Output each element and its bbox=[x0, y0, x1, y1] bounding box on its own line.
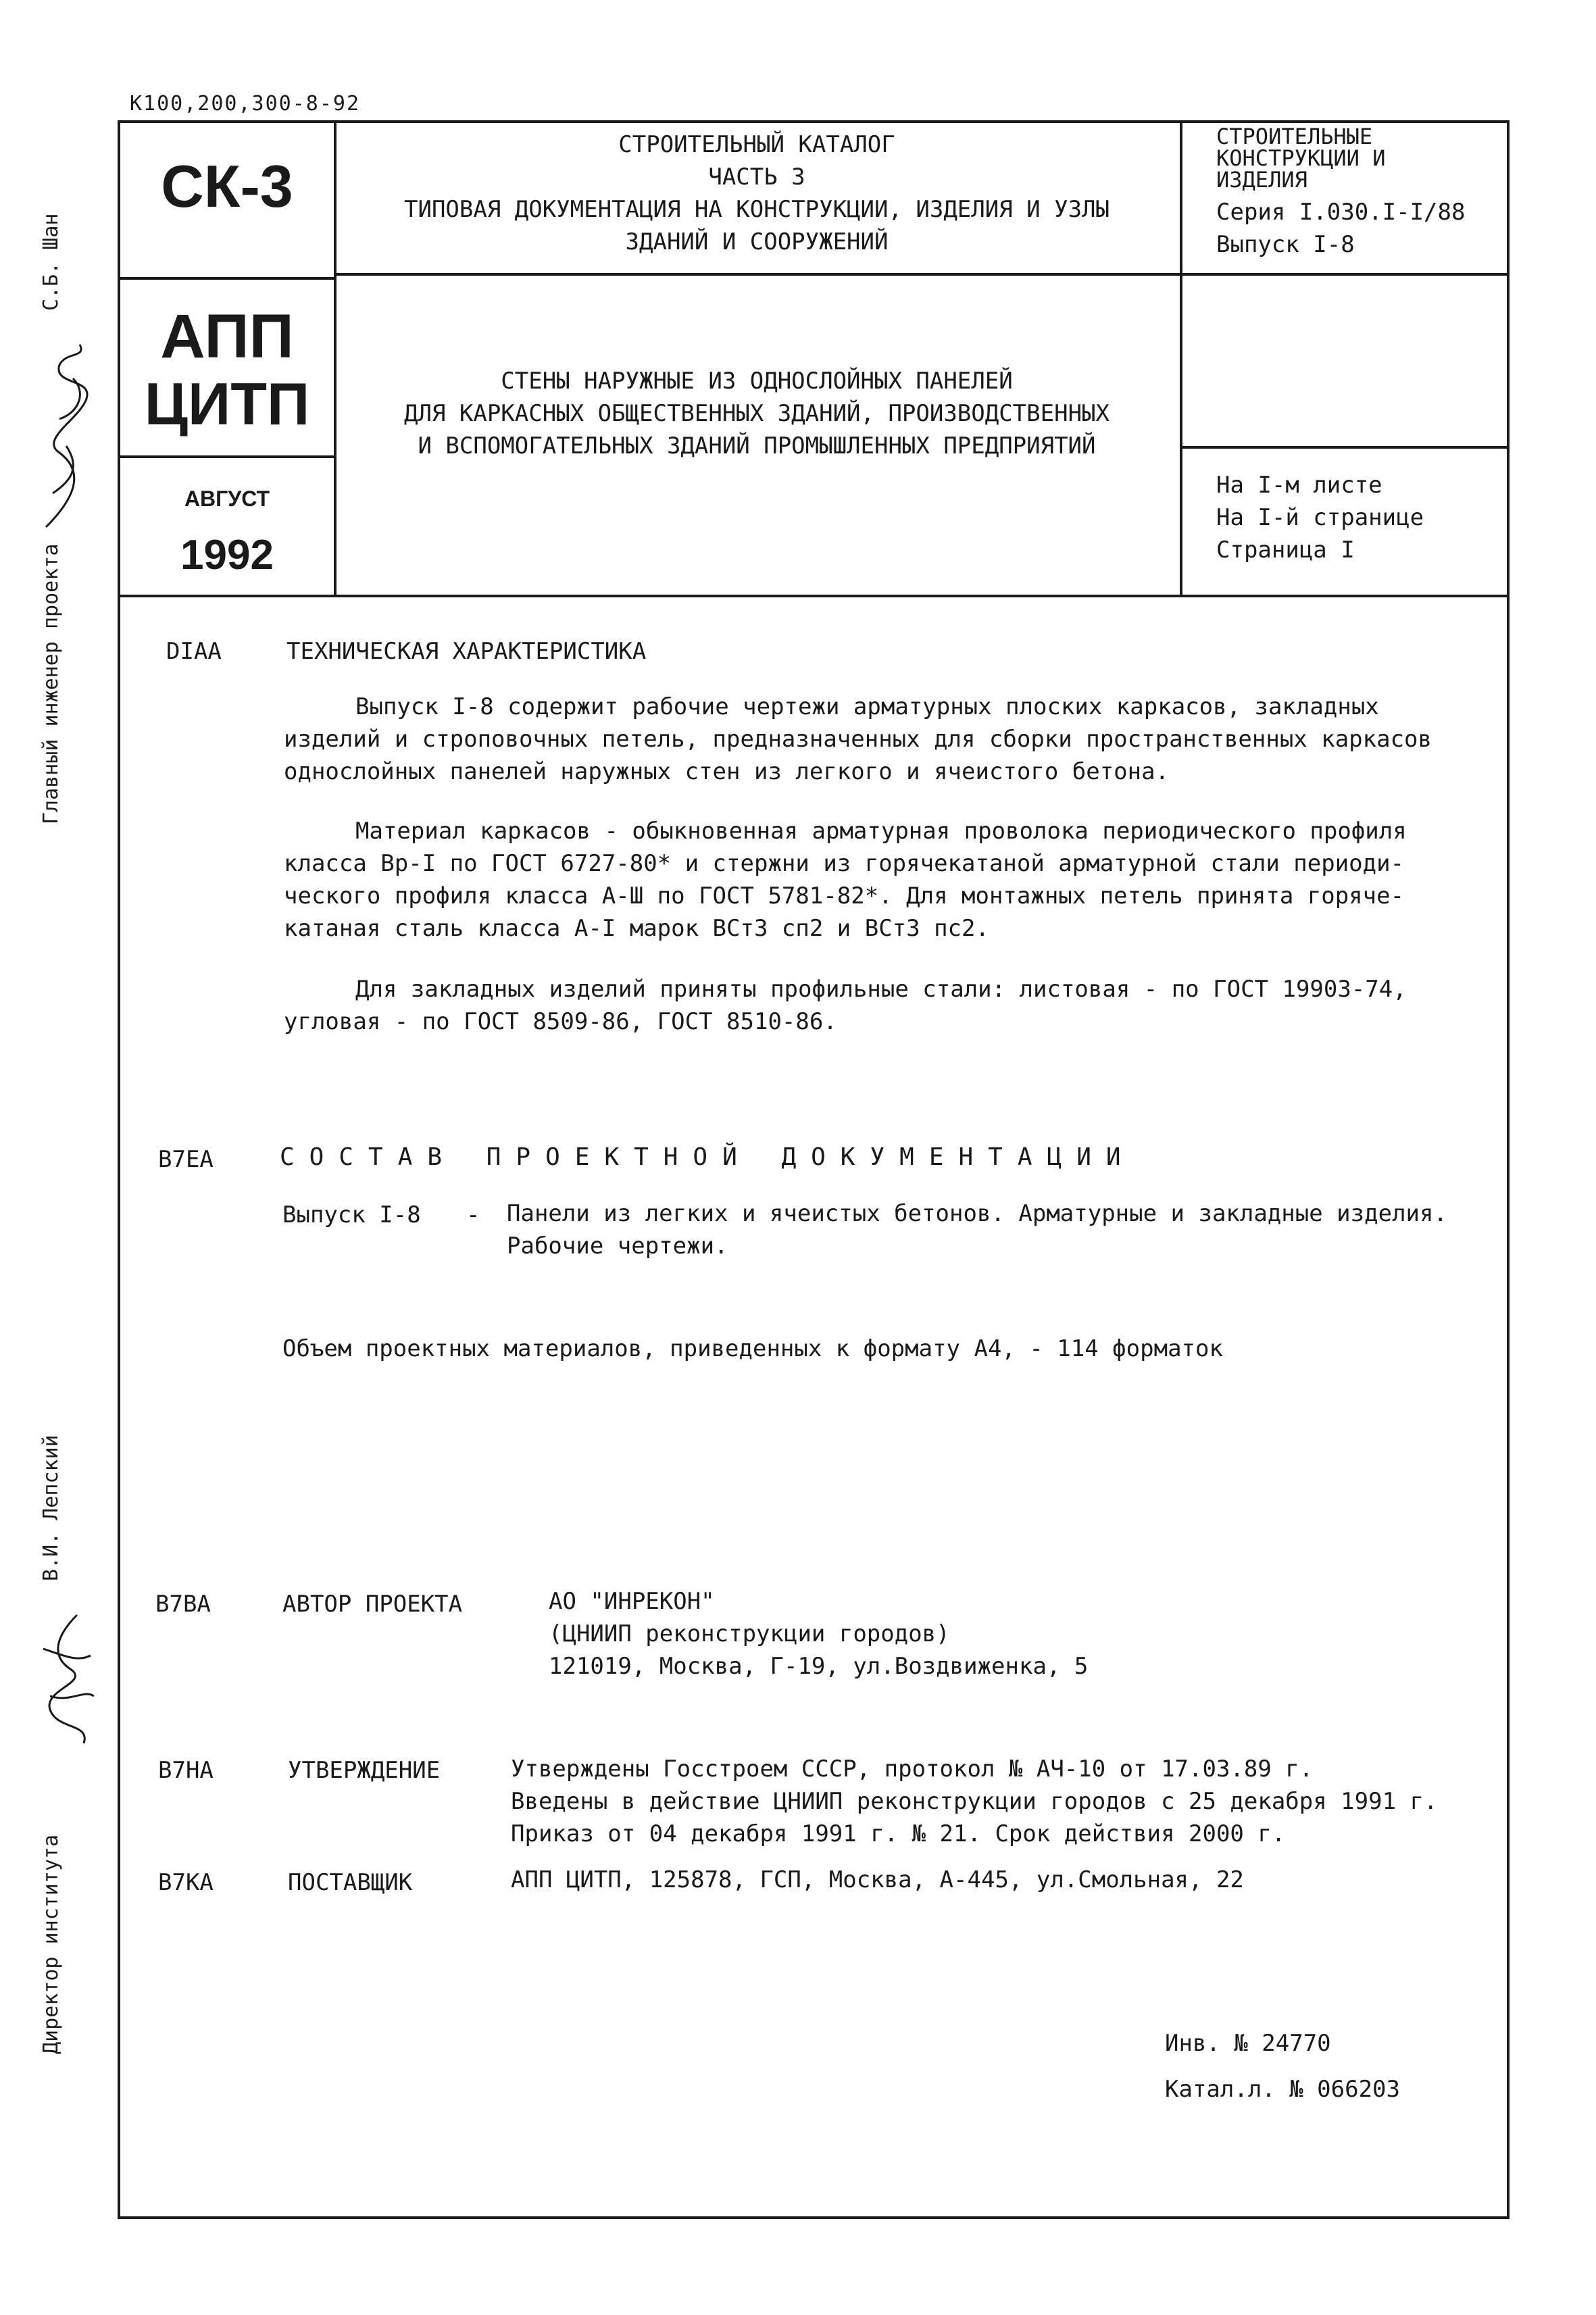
para-line: катаная сталь класса А-I марок ВСт3 сп2 и ВСт3 пс2. bbox=[284, 915, 989, 942]
catalog-header-line: ТИПОВАЯ ДОКУМЕНТАЦИЯ НА КОНСТРУКЦИИ, ИЗДЕЛИЯ И УЗЛЫ bbox=[404, 196, 1109, 223]
author-line: 121019, Москва, Г-19, ул.Воздвиженка, 5 bbox=[549, 1653, 1089, 1680]
para-line: Материал каркасов - обыкновенная арматурная проволока периодического профиля bbox=[355, 818, 1407, 845]
para-line: угловая - по ГОСТ 8509-86, ГОСТ 8510-86. bbox=[284, 1008, 837, 1035]
para-line: Для закладных изделий приняты профильные стали: листовая - по ГОСТ 19903-74, bbox=[355, 976, 1407, 1003]
composition-issue-description bbox=[507, 1197, 1493, 1262]
series-box bbox=[1216, 126, 1500, 191]
subject-line: И ВСПОМОГАТЕЛЬНЫХ ЗДАНИЙ ПРОМЫШЛЕННЫХ ПРЕДПРИЯТИЙ bbox=[418, 432, 1096, 459]
header-left-divider bbox=[334, 120, 336, 596]
subject-line: ДЛЯ КАРКАСНЫХ ОБЩЕСТВЕННЫХ ЗДАНИЙ, ПРОИЗВОДСТВЕННЫХ bbox=[404, 400, 1109, 427]
catalog-sheet-number: Катал.л. № 066203 bbox=[1165, 2076, 1400, 2103]
chief-engineer-name: С.Б. Шан bbox=[39, 213, 63, 311]
tech-section-code: DIAA bbox=[166, 638, 222, 665]
sheet-info-line: На I-й странице bbox=[1216, 504, 1424, 531]
author-label: АВТОР ПРОЕКТА bbox=[282, 1591, 463, 1618]
issue-desc-line: Панели из легких и ячеистых бетонов. Арматурные и закладные изделия. bbox=[507, 1200, 1447, 1227]
para-line: ческого профиля класса А-Ш по ГОСТ 5781-82*. Для монтажных петель принята горяче- bbox=[284, 882, 1405, 910]
issue-year: 1992 bbox=[180, 532, 274, 578]
center-box-rule bbox=[334, 273, 1510, 276]
document-code: К100,200,300-8-92 bbox=[130, 92, 361, 116]
catalog-title: СК-3 bbox=[161, 153, 293, 220]
left-box-rule-2 bbox=[118, 455, 336, 458]
tech-paragraph-2 bbox=[284, 815, 1596, 945]
catalog-header bbox=[365, 128, 1149, 258]
header-right-divider bbox=[1180, 120, 1182, 596]
supplier-label: ПОСТАВЩИК bbox=[288, 1869, 413, 1896]
author-code: B7BA bbox=[155, 1591, 211, 1618]
header-bottom-rule bbox=[118, 595, 1510, 597]
tech-section-title: ТЕХНИЧЕСКАЯ ХАРАКТЕРИСТИКА bbox=[286, 638, 647, 665]
series-number: Серия I.030.I-I/88 bbox=[1216, 199, 1466, 226]
series-category-line: ИЗДЕЛИЯ bbox=[1216, 167, 1307, 193]
supplier-details: АПП ЦИТП, 125878, ГСП, Москва, А-445, ул.Смольная, 22 bbox=[511, 1866, 1244, 1893]
subject-title bbox=[365, 365, 1149, 462]
inventory-number: Инв. № 24770 bbox=[1165, 2030, 1331, 2057]
director-signature bbox=[30, 1608, 104, 1764]
para-line: класса Вр-I по ГОСТ 6727-80* и стержни из горячекатаной арматурной стали периоди- bbox=[284, 850, 1405, 877]
author-line: (ЦНИИП реконструкции городов) bbox=[549, 1620, 950, 1647]
tech-paragraph-1 bbox=[284, 691, 1596, 788]
series-category-line: КОНСТРУКЦИИ И bbox=[1216, 145, 1386, 171]
approval-line: Введены в действие ЦНИИП реконструкции городов с 25 декабря 1991 г. bbox=[511, 1788, 1438, 1815]
approval-code: B7HA bbox=[158, 1757, 214, 1784]
supplier-code: B7KA bbox=[158, 1869, 214, 1896]
org-name-line2: ЦИТП bbox=[144, 370, 310, 437]
series-category-line: СТРОИТЕЛЬНЫЕ bbox=[1216, 124, 1373, 149]
series-issue: Выпуск I-8 bbox=[1216, 231, 1355, 258]
series-number-box bbox=[1216, 196, 1500, 261]
catalog-header-line: ЗДАНИЙ И СООРУЖЕНИЙ bbox=[625, 228, 889, 255]
approval-label: УТВЕРЖДЕНИЕ bbox=[288, 1757, 441, 1784]
right-box-rule bbox=[1180, 446, 1510, 449]
org-name-line1: АПП bbox=[160, 302, 294, 371]
composition-section-title: СОСТАВ ПРОЕКТНОЙ ДОКУМЕНТАЦИИ bbox=[280, 1143, 1136, 1171]
sheet-info-line: Страница I bbox=[1216, 537, 1355, 564]
issue-month: АВГУСТ bbox=[184, 487, 270, 511]
director-name: В.И. Лепский bbox=[39, 1435, 63, 1581]
composition-section-code: B7EA bbox=[158, 1146, 214, 1173]
chief-engineer-signature bbox=[32, 338, 100, 541]
composition-dash: - bbox=[466, 1201, 480, 1228]
issue-desc-line: Рабочие чертежи. bbox=[507, 1233, 728, 1260]
chief-engineer-label: Главный инженер проекта bbox=[39, 543, 63, 824]
para-line: Выпуск I-8 содержит рабочие чертежи арматурных плоских каркасов, закладных bbox=[355, 693, 1379, 720]
para-line: изделий и строповочных петель, предназначенных для сборки пространственных каркасов bbox=[284, 726, 1432, 753]
sheet-info-line: На I-м листе bbox=[1216, 472, 1382, 499]
catalog-header-line: ЧАСТЬ 3 bbox=[708, 164, 805, 191]
sheet-info bbox=[1216, 469, 1500, 566]
author-line: АО "ИНРЕКОН" bbox=[549, 1588, 715, 1615]
approval-details bbox=[511, 1753, 1497, 1850]
author-details bbox=[549, 1585, 1495, 1683]
director-label: Директор института bbox=[39, 1834, 63, 2054]
tech-paragraph-3 bbox=[284, 973, 1596, 1038]
volume-note: Объем проектных материалов, приведенных к формату А4, - 114 форматок bbox=[282, 1335, 1223, 1362]
subject-line: СТЕНЫ НАРУЖНЫЕ ИЗ ОДНОСЛОЙНЫХ ПАНЕЛЕЙ bbox=[501, 368, 1013, 395]
composition-issue-label: Выпуск I-8 bbox=[282, 1201, 421, 1228]
para-line: однослойных панелей наружных стен из легкого и ячеистого бетона. bbox=[284, 758, 1170, 785]
catalog-header-line: СТРОИТЕЛЬНЫЙ КАТАЛОГ bbox=[618, 131, 895, 158]
approval-line: Приказ от 04 декабря 1991 г. № 21. Срок действия 2000 г. bbox=[511, 1820, 1286, 1847]
left-box-rule-1 bbox=[118, 277, 336, 280]
approval-line: Утверждены Госстроем СССР, протокол № АЧ-10 от 17.03.89 г. bbox=[511, 1756, 1314, 1783]
